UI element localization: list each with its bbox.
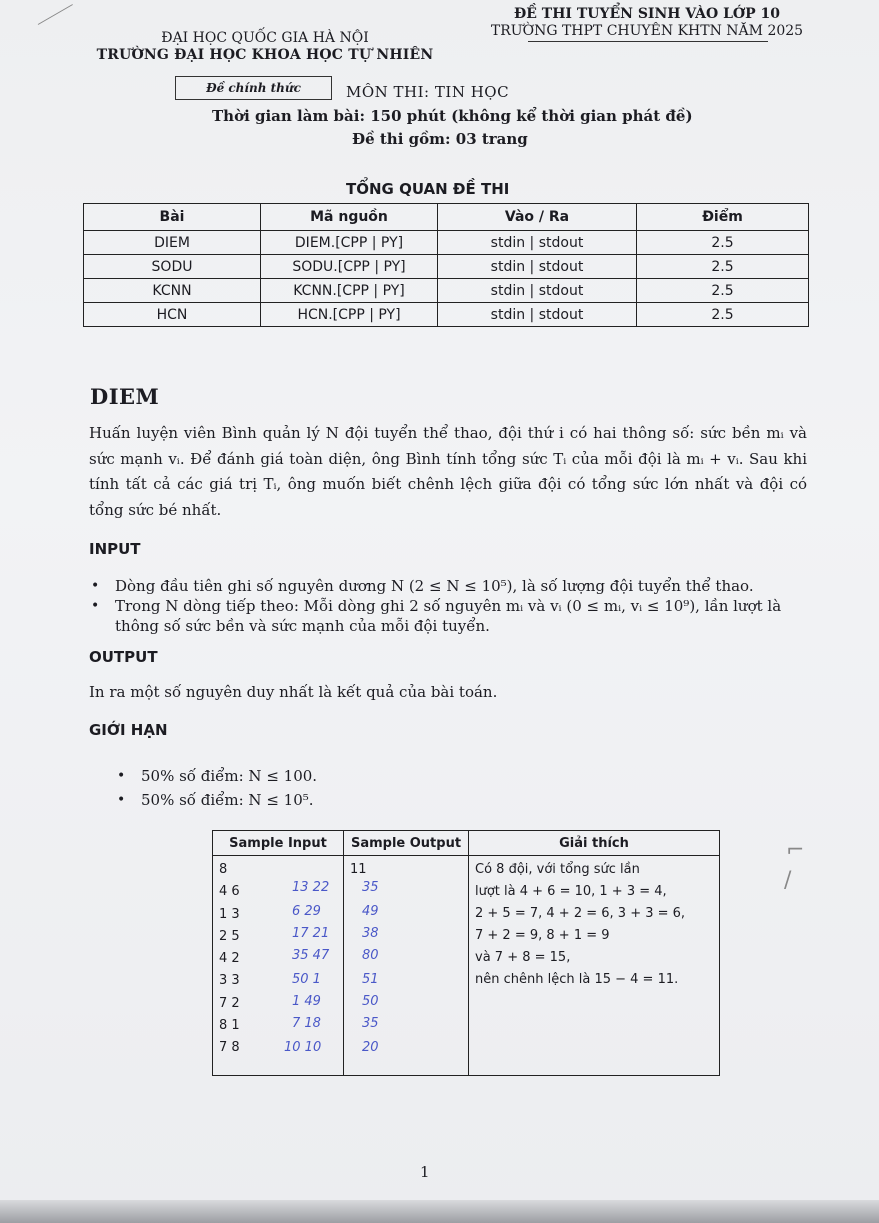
input-line: 4 2	[219, 951, 240, 967]
problem-title: DIEM	[90, 384, 160, 409]
table-row	[84, 279, 809, 303]
table-row	[84, 303, 809, 327]
handwriting: 50	[362, 994, 379, 1009]
margin-mark: ⌐	[786, 838, 805, 863]
overview-header-row	[84, 204, 809, 231]
handwriting: 6 29	[292, 904, 321, 919]
list-item: • 50% số điểm: N ≤ 100.	[115, 764, 515, 788]
explanation-line: 7 + 2 = 9, 8 + 1 = 9	[475, 928, 610, 943]
subject-title: MÔN THI: TIN HỌC	[346, 83, 510, 101]
list-item: • Trong N dòng tiếp theo: Mỗi dòng ghi 2 số nguyên mᵢ và vᵢ (0 ≤ mᵢ, vᵢ ≤ 10⁹), lần lượt là thông số sức bền và sức mạnh của mỗi đội tuyển.	[89, 596, 801, 636]
col-header: Mã nguồn	[261, 204, 438, 231]
input-line: 1 3	[219, 906, 240, 922]
input-line: 7 2	[219, 995, 240, 1011]
sample-bottom	[213, 1063, 720, 1076]
output-text: In ra một số nguyên duy nhất là kết quả của bài toán.	[89, 683, 498, 701]
problem-statement: Huấn luyện viên Bình quản lý N đội tuyển thể thao, đội thứ i có hai thông số: sức bền mᵢ và sức mạnh vᵢ. Để đánh giá toàn diện, ông Bình tính tổng sức Tᵢ của mỗi đội là mᵢ + vᵢ. Sau khi tính tất cả các giá trị Tᵢ, ông muốn biết chênh lệch giữa đội có tổng sức lớn nhất và đội có tổng sức bé nhất.	[89, 424, 807, 519]
explanation-line: lượt là 4 + 6 = 10, 1 + 3 = 4,	[475, 884, 667, 899]
table-row	[84, 231, 809, 255]
cell: DIEM.[CPP | PY]	[261, 231, 438, 255]
overview-table	[83, 203, 809, 327]
handwriting: 38	[362, 926, 379, 941]
exam-school: TRƯỜNG THPT CHUYÊN KHTN NĂM 2025	[490, 23, 804, 39]
handwriting: 35	[362, 1016, 379, 1031]
input-line: 7 8	[219, 1040, 240, 1056]
handwriting: 35 47	[292, 948, 330, 963]
handwriting: 51	[362, 972, 379, 987]
margin-mark: /	[784, 868, 792, 893]
sample-header-row	[213, 831, 720, 856]
header-left	[90, 30, 440, 64]
school-name: TRƯỜNG ĐẠI HỌC KHOA HỌC TỰ NHIÊN	[96, 47, 434, 63]
cell: SODU	[84, 255, 261, 279]
output-line: 11	[350, 862, 367, 877]
page-count: Đề thi gồm: 03 trang	[352, 130, 528, 148]
col-header: Điểm	[637, 204, 809, 231]
handwriting: 20	[362, 1040, 379, 1055]
handwriting: 13 22	[292, 880, 330, 895]
col-header: Sample Input	[213, 831, 344, 856]
page-bottom-shadow	[0, 1200, 879, 1223]
handwriting: 80	[362, 948, 379, 963]
input-heading: INPUT	[89, 540, 141, 558]
cell: DIEM	[84, 231, 261, 255]
sample-table	[212, 830, 720, 1076]
cell: KCNN	[84, 279, 261, 303]
col-header: Sample Output	[344, 831, 469, 856]
handwriting: 35	[362, 880, 379, 895]
sample-row	[213, 856, 720, 1063]
sample-explanation	[469, 856, 720, 1063]
cell: 2.5	[637, 303, 809, 327]
explanation-line: nên chênh lệch là 15 − 4 = 11.	[475, 972, 679, 987]
col-header: Vào / Ra	[438, 204, 637, 231]
input-line: 2 5	[219, 928, 240, 944]
list-item: • 50% số điểm: N ≤ 10⁵.	[115, 788, 515, 812]
page-number: 1	[420, 1163, 430, 1181]
header-underline	[528, 41, 768, 42]
cell: HCN	[84, 303, 261, 327]
official-badge: Đề chính thức	[175, 76, 332, 100]
handwriting: 49	[362, 904, 379, 919]
pencil-mark	[38, 4, 73, 25]
cell: HCN.[CPP | PY]	[261, 303, 438, 327]
input-line: 8	[219, 862, 228, 877]
handwriting: 17 21	[292, 926, 330, 941]
explanation-line: Có 8 đội, với tổng sức lần	[475, 862, 640, 877]
cell: stdin | stdout	[438, 279, 637, 303]
col-header: Bài	[84, 204, 261, 231]
header-right	[462, 6, 832, 40]
handwriting: 50 1	[292, 972, 321, 987]
cell: stdin | stdout	[438, 255, 637, 279]
cell: stdin | stdout	[438, 303, 637, 327]
handwriting: 1 49	[292, 994, 321, 1009]
input-list	[89, 576, 801, 636]
limits-list	[115, 764, 515, 812]
limits-heading: GIỚI HẠN	[89, 721, 168, 739]
handwriting: 7 18	[292, 1016, 321, 1031]
cell: 2.5	[637, 279, 809, 303]
university-name: ĐẠI HỌC QUỐC GIA HÀ NỘI	[161, 30, 369, 46]
col-header: Giải thích	[469, 831, 720, 856]
table-row	[84, 255, 809, 279]
cell: 2.5	[637, 231, 809, 255]
cell: stdin | stdout	[438, 231, 637, 255]
output-heading: OUTPUT	[89, 648, 158, 666]
handwriting: 10 10	[284, 1040, 322, 1055]
cell: KCNN.[CPP | PY]	[261, 279, 438, 303]
input-line: 4 6	[219, 884, 240, 900]
cell: 2.5	[637, 255, 809, 279]
exam-time: Thời gian làm bài: 150 phút (không kể thời gian phát đề)	[212, 107, 693, 125]
explanation-line: và 7 + 8 = 15,	[475, 950, 571, 965]
list-item: • Dòng đầu tiên ghi số nguyên dương N (2 ≤ N ≤ 10⁵), là số lượng đội tuyển thể thao.	[89, 576, 801, 596]
explanation-line: 2 + 5 = 7, 4 + 2 = 6, 3 + 3 = 6,	[475, 906, 686, 921]
input-line: 8 1	[219, 1018, 240, 1034]
exam-name: ĐỀ THI TUYỂN SINH VÀO LỚP 10	[514, 6, 780, 22]
cell: SODU.[CPP | PY]	[261, 255, 438, 279]
input-line: 3 3	[219, 973, 240, 989]
overview-title: TỔNG QUAN ĐỀ THI	[346, 180, 510, 198]
